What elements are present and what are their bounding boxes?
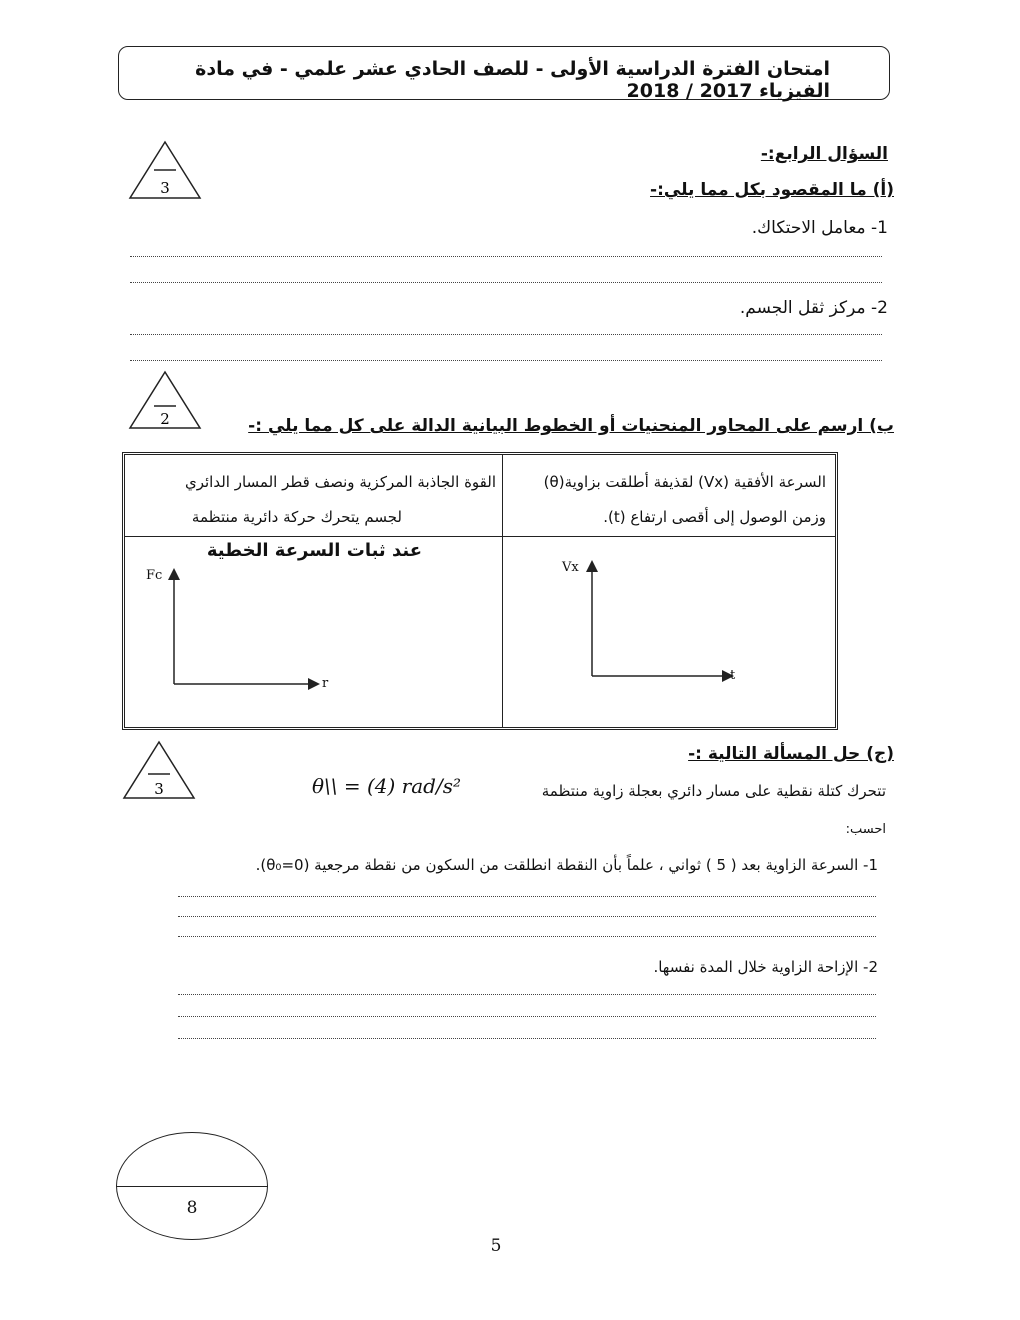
answer-line[interactable]: [130, 360, 882, 361]
score-triangle-c: [122, 740, 196, 800]
graph-right-y-label: Vx: [562, 560, 579, 575]
total-score-line: [116, 1186, 268, 1187]
graph-left-x-label: r: [322, 676, 329, 691]
answer-line[interactable]: [178, 994, 876, 995]
cell-left-line-2: لجسم يتحرك حركة دائرية منتظمة: [191, 508, 402, 526]
score-triangle-b: [128, 370, 202, 430]
score-triangle-a: [128, 140, 202, 200]
part-b-heading: ب) ارسم على المحاور المنحنيات أو الخطوط البيانية الدالة على كل مما يلي :-: [248, 416, 894, 436]
cell-right-line-2: وزمن الوصول إلى أقصى ارتفاع (t).: [603, 508, 826, 526]
graph-left-y-label: Fc: [146, 568, 163, 583]
answer-line[interactable]: [130, 334, 882, 335]
table-row-divider: [125, 536, 835, 537]
question-title: السؤال الرابع:-: [760, 144, 888, 164]
answer-line[interactable]: [130, 282, 882, 283]
compute-label: احسب:: [845, 822, 886, 837]
score-b: 2: [160, 410, 170, 428]
score-c: 3: [154, 780, 164, 798]
answer-line[interactable]: [178, 1038, 876, 1039]
part-a-item-1: 1- معامل الاحتكاك.: [751, 218, 888, 238]
part-c-item-2: 2- الإزاحة الزاوية خلال المدة نفسها.: [653, 958, 878, 976]
cell-left-line-1: القوة الجاذبة المركزية ونصف قطر المسار الدائري: [184, 473, 496, 491]
graph-vx-t[interactable]: [570, 558, 770, 702]
cell-left-condition: عند ثبات السرعة الخطية: [206, 540, 422, 561]
part-c-heading: (ج) حل المسألة التالية :-: [688, 744, 894, 764]
exam-title: امتحان الفترة الدراسية الأولى - للصف الحادي عشر علمي - في مادة الفيزياء 2017 / 2018: [195, 58, 830, 102]
answer-line[interactable]: [178, 916, 876, 917]
total-score: 8: [186, 1198, 198, 1218]
part-c-item-1: 1- السرعة الزاوية بعد ( 5 ) ثواني ، علماً بأن النقطة انطلقت من السكون من نقطة مرجعية (θ₀=0).: [255, 856, 878, 874]
part-a-heading: (أ) ما المقصود بكل مما يلي:-: [650, 180, 894, 200]
answer-line[interactable]: [178, 1016, 876, 1017]
answer-line[interactable]: [130, 256, 882, 257]
part-a-item-2: 2- مركز ثقل الجسم.: [739, 298, 888, 318]
cell-right-line-1: السرعة الأفقية (Vx) لقذيفة أطلقت بزاوية(θ): [543, 473, 826, 491]
graph-right-x-label: t: [730, 668, 736, 683]
answer-line[interactable]: [178, 896, 876, 897]
score-a: 3: [160, 179, 170, 197]
problem-text: تتحرك كتلة نقطية على مسار دائري بعجلة زاوية منتظمة: [541, 782, 886, 800]
angular-acceleration-formula: θ\\ = (4) rad/s²: [312, 774, 461, 798]
page-number: 5: [490, 1236, 502, 1256]
table-divider: [502, 455, 503, 727]
answer-line[interactable]: [178, 936, 876, 937]
